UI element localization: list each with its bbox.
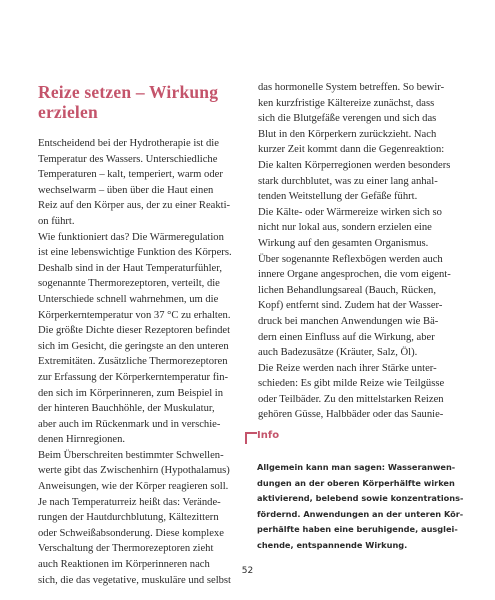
left-text-line: der hinteren Bauchhöhle, der Muskulatur, bbox=[38, 403, 215, 415]
left-body-text bbox=[38, 136, 248, 588]
left-text-line: sich, die das vegetative, muskuläre und selbst bbox=[38, 574, 231, 586]
page-heading: Reize setzen – Wirkung erzielen bbox=[38, 82, 219, 122]
right-text-line: schieden: Es gibt milde Reize wie Teilgüsse bbox=[258, 378, 445, 390]
info-text-line: Allgemein kann man sagen: Wasseranwen- bbox=[257, 462, 456, 472]
left-text-line: Anweisungen, wie der Körper reagieren soll. bbox=[38, 481, 229, 493]
info-text-line: dungen an der oberen Körperhälfte wirken bbox=[257, 477, 455, 488]
left-text-line: Extremitäten. Zusätzliche Thermorezeptoren bbox=[38, 356, 228, 368]
right-text-line: dern einen Einfluss auf die Wirkung, aber bbox=[258, 331, 435, 343]
right-text-line: das hormonelle System betreffen. So bewir- bbox=[258, 82, 445, 93]
right-body-text bbox=[258, 80, 466, 423]
right-text-line: sich die Blutgefäße verengen und sich das bbox=[258, 113, 437, 125]
right-text-line: gehören Güsse, Halbbäder oder das Saunie- bbox=[258, 409, 444, 421]
right-text-line: tenden Weitstellung der Gefäße führt. bbox=[258, 191, 418, 203]
right-text-line: Wirkung auf den gesamten Organismus. bbox=[258, 237, 429, 249]
page-number: 52 bbox=[241, 566, 254, 576]
left-text-line: ist eine lebenswichtige Funktion des Körpers. bbox=[38, 247, 232, 259]
left-text-line: Verschaltung der Thermorezeptoren zieht bbox=[38, 543, 214, 555]
left-text-line: Deshalb sind in der Haut Temperaturfühler, bbox=[38, 262, 222, 274]
left-text-line: Reiz auf den Körper aus, der zu einer Reakti- bbox=[38, 200, 231, 212]
left-text-line: oder Schweißabsonderung. Diese komplexe bbox=[38, 527, 224, 539]
info-text-line: aktivierend, belebend sowie konzentrations- bbox=[257, 493, 464, 504]
left-text-line: Temperaturen – kalt, temperiert, warm oder bbox=[38, 169, 223, 181]
left-text-line: sogenannte Thermorezeptoren, verteilt, die bbox=[38, 278, 220, 290]
left-text-line: Körperkerntemperatur von 37 °C zu erhalten. bbox=[38, 309, 231, 321]
right-text-line: lichen Behandlungsareal (Bauch, Rücken, bbox=[258, 284, 436, 296]
left-text-line: aber auch im Rückenmark und in verschie- bbox=[38, 418, 221, 430]
left-text-line: wechselwarm – üben über die Haut einen bbox=[38, 184, 214, 196]
left-text-line: denen Hirnregionen. bbox=[38, 434, 126, 446]
left-text-line: Wie funktioniert das? Die Wärmeregulation bbox=[38, 231, 224, 243]
left-text-line: on führt. bbox=[38, 215, 75, 227]
right-column bbox=[258, 80, 466, 423]
right-text-line: Blut in den Körperkern zurückzieht. Nach bbox=[258, 128, 437, 140]
info-text bbox=[257, 460, 472, 554]
right-text-line: Die kalten Körperregionen werden besonders bbox=[258, 159, 451, 171]
left-text-line: Die größte Dichte dieser Rezeptoren befindet bbox=[38, 325, 231, 337]
left-text-line: rungen der Hautdurchblutung, Kältezittern bbox=[38, 512, 219, 524]
left-text-line: Unterschiede schnell wahrnehmen, um die bbox=[38, 293, 219, 305]
left-text-line: Beim Überschreiten bestimmter Schwellen- bbox=[38, 449, 224, 461]
right-text-line: innere Organe angesprochen, die vom eigent- bbox=[258, 269, 451, 281]
left-text-line: zur Erfassung der Körperkerntemperatur fin- bbox=[38, 371, 229, 383]
right-text-line: stark durchblutet, was zu einer lang anhal- bbox=[258, 175, 438, 187]
right-text-line: ken kurzfristige Kältereize zunächst, dass bbox=[258, 97, 435, 109]
right-text-line: Die Reize werden nach ihrer Stärke unter- bbox=[258, 362, 437, 374]
info-text-line: chende, entspannende Wirkung. bbox=[257, 539, 408, 550]
left-text-line: sich im Gesicht, die geringste an den unteren bbox=[38, 340, 229, 352]
left-text-line: auch Reaktionen im Körperinneren nach bbox=[38, 559, 210, 571]
right-text-line: druck bei manchen Anwendungen wie Bä- bbox=[258, 315, 439, 327]
left-text-line: werte gibt das Zwischenhirn (Hypothalamus) bbox=[38, 465, 230, 477]
left-text-line: Temperatur des Wassers. Unterschiedliche bbox=[38, 153, 218, 165]
left-text-line: Je nach Temperaturreiz heißt das: Verände- bbox=[38, 496, 221, 508]
right-text-line: Kopf) entfernt sind. Zudem hat der Wasser- bbox=[258, 300, 443, 312]
info-text-line: perhälfte haben eine beruhigende, ausglei- bbox=[257, 524, 458, 535]
left-column bbox=[38, 80, 248, 588]
right-text-line: Die Kälte- oder Wärmereize wirken sich so bbox=[258, 206, 442, 218]
right-text-line: Über sogenannte Reflexbögen werden auch bbox=[258, 253, 443, 265]
left-text-line: Entscheidend bei der Hydrotherapie ist die bbox=[38, 138, 219, 149]
right-text-line: kurzer Zeit kommt dann die Gegenreaktion: bbox=[258, 144, 445, 156]
right-text-line: nicht nur lokal aus, sondern erzielen eine bbox=[258, 222, 432, 234]
info-title: Info bbox=[257, 430, 280, 441]
info-corner-mark bbox=[245, 432, 257, 444]
left-text-line: den sich im Körperinneren, zum Beispiel in bbox=[38, 387, 224, 399]
right-text-line: auch Badezusätze (Kräuter, Salz, Öl). bbox=[258, 347, 418, 359]
right-text-line: oder Teilbäder. Zu den mittelstarken Reizen bbox=[258, 393, 444, 405]
info-text-line: fördernd. Anwendungen an der unteren Kör- bbox=[257, 508, 464, 519]
